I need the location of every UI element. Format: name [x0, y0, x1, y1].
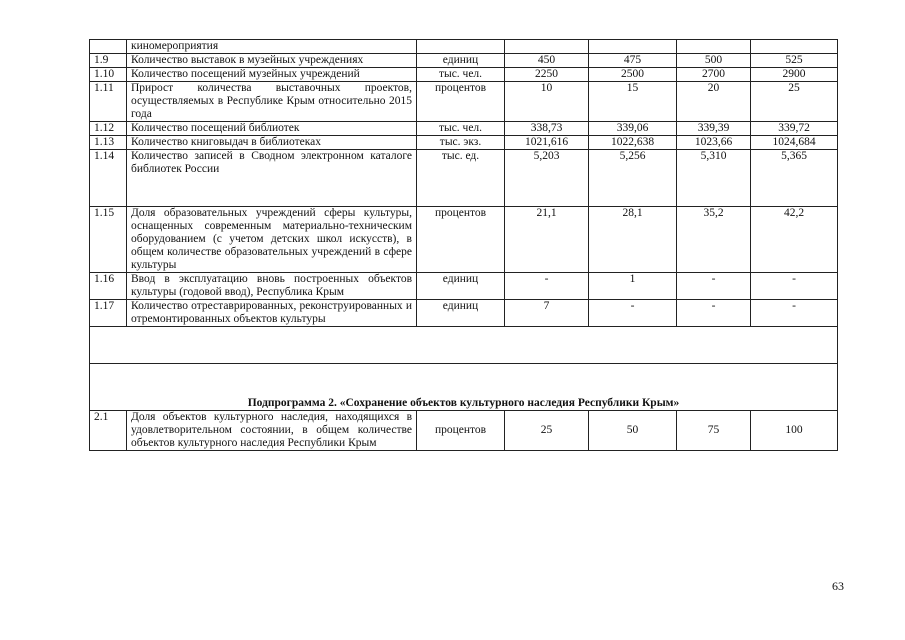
row-value-cell: 15 [589, 82, 677, 122]
table-row [90, 68, 838, 82]
row-name-cell: Ввод в эксплуатацию вновь построенных объектов культуры (годовой ввод), Республика Крым [127, 273, 417, 300]
row-value-cell: 35,2 [677, 207, 751, 273]
row-value-cell: 7 [505, 300, 589, 327]
row-name-cell: Доля образовательных учреждений сферы культуры, оснащенных современным материально-техническим оборудованием (с учетом детских школ искусств), в общем количестве образовательных учреждений в сфере культуры [127, 207, 417, 273]
row-value-cell: 2700 [677, 68, 751, 82]
row-value-cell: 2500 [589, 68, 677, 82]
table-body [90, 40, 838, 451]
row-value-cell: 5,310 [677, 150, 751, 207]
row-unit-cell: тыс. чел. [417, 68, 505, 82]
row-value-cell: 500 [677, 54, 751, 68]
table-row [90, 122, 838, 136]
row-value-cell [589, 40, 677, 54]
row-value-cell: 100 [751, 411, 838, 451]
row-number-cell: 1.12 [90, 122, 127, 136]
row-number-cell: 1.16 [90, 273, 127, 300]
row-number-cell: 1.17 [90, 300, 127, 327]
row-value-cell: 525 [751, 54, 838, 68]
row-unit-cell: тыс. чел. [417, 122, 505, 136]
row-unit-cell: единиц [417, 273, 505, 300]
row-value-cell: - [505, 273, 589, 300]
row-value-cell [677, 40, 751, 54]
row-value-cell: 10 [505, 82, 589, 122]
row-value-cell: 5,256 [589, 150, 677, 207]
row-number-cell: 1.14 [90, 150, 127, 207]
row-value-cell: 1022,638 [589, 136, 677, 150]
row-value-cell: - [751, 273, 838, 300]
row-value-cell: 450 [505, 54, 589, 68]
row-value-cell: 339,39 [677, 122, 751, 136]
row-name-cell: Количество записей в Сводном электронном каталоге библиотек России [127, 150, 417, 207]
row-value-cell: 2900 [751, 68, 838, 82]
row-value-cell: 338,73 [505, 122, 589, 136]
row-name-cell: киномероприятия [127, 40, 417, 54]
subprogram-title: Подпрограмма 2. «Сохранение объектов культурного наследия Республики Крым» [90, 364, 838, 411]
row-value-cell: - [677, 300, 751, 327]
row-value-cell: 1024,684 [751, 136, 838, 150]
row-value-cell: 20 [677, 82, 751, 122]
row-unit-cell: единиц [417, 54, 505, 68]
table-row [90, 300, 838, 327]
table-row-continuation [90, 40, 838, 54]
table-row-spacer [90, 327, 838, 364]
row-number-cell: 1.9 [90, 54, 127, 68]
row-value-cell: 75 [677, 411, 751, 451]
subprogram-heading-row [90, 364, 838, 411]
row-value-cell: 42,2 [751, 207, 838, 273]
table-row [90, 207, 838, 273]
row-number-cell: 1.10 [90, 68, 127, 82]
row-unit-cell: процентов [417, 411, 505, 451]
row-value-cell: 21,1 [505, 207, 589, 273]
table-row [90, 82, 838, 122]
row-value-cell [505, 40, 589, 54]
row-value-cell: 1021,616 [505, 136, 589, 150]
row-value-cell: - [677, 273, 751, 300]
row-value-cell: 50 [589, 411, 677, 451]
table-row [90, 273, 838, 300]
row-unit-cell: единиц [417, 300, 505, 327]
row-number-cell: 1.13 [90, 136, 127, 150]
row-name-cell: Количество книговыдач в библиотеках [127, 136, 417, 150]
table-row [90, 136, 838, 150]
row-unit-cell: тыс. ед. [417, 150, 505, 207]
row-value-cell: 339,06 [589, 122, 677, 136]
indicators-table [89, 39, 838, 451]
row-unit-cell: процентов [417, 82, 505, 122]
row-value-cell: 2250 [505, 68, 589, 82]
row-unit-cell [417, 40, 505, 54]
row-value-cell: 1023,66 [677, 136, 751, 150]
row-number-cell [90, 40, 127, 54]
row-value-cell: - [751, 300, 838, 327]
row-name-cell: Количество выставок в музейных учреждениях [127, 54, 417, 68]
table-row [90, 54, 838, 68]
row-value-cell: 1 [589, 273, 677, 300]
row-value-cell: 475 [589, 54, 677, 68]
table-row [90, 411, 838, 451]
table-row [90, 150, 838, 207]
row-value-cell: - [589, 300, 677, 327]
row-number-cell: 2.1 [90, 411, 127, 451]
row-value-cell: 5,365 [751, 150, 838, 207]
row-value-cell [751, 40, 838, 54]
row-name-cell: Прирост количества выставочных проектов, осуществляемых в Республике Крым относительно 2015 года [127, 82, 417, 122]
row-number-cell: 1.15 [90, 207, 127, 273]
row-unit-cell: процентов [417, 207, 505, 273]
row-value-cell: 28,1 [589, 207, 677, 273]
row-number-cell: 1.11 [90, 82, 127, 122]
row-value-cell: 339,72 [751, 122, 838, 136]
spacer-cell [90, 327, 838, 364]
row-name-cell: Доля объектов культурного наследия, находящихся в удовлетворительном состоянии, в общем количестве объектов культурного наследия Республики Крым [127, 411, 417, 451]
row-unit-cell: тыс. экз. [417, 136, 505, 150]
row-name-cell: Количество посещений музейных учреждений [127, 68, 417, 82]
row-name-cell: Количество посещений библиотек [127, 122, 417, 136]
row-value-cell: 25 [505, 411, 589, 451]
row-value-cell: 25 [751, 82, 838, 122]
page-number: 63 [832, 579, 844, 593]
row-value-cell: 5,203 [505, 150, 589, 207]
row-name-cell: Количество отреставрированных, реконструированных и отремонтированных объектов культуры [127, 300, 417, 327]
